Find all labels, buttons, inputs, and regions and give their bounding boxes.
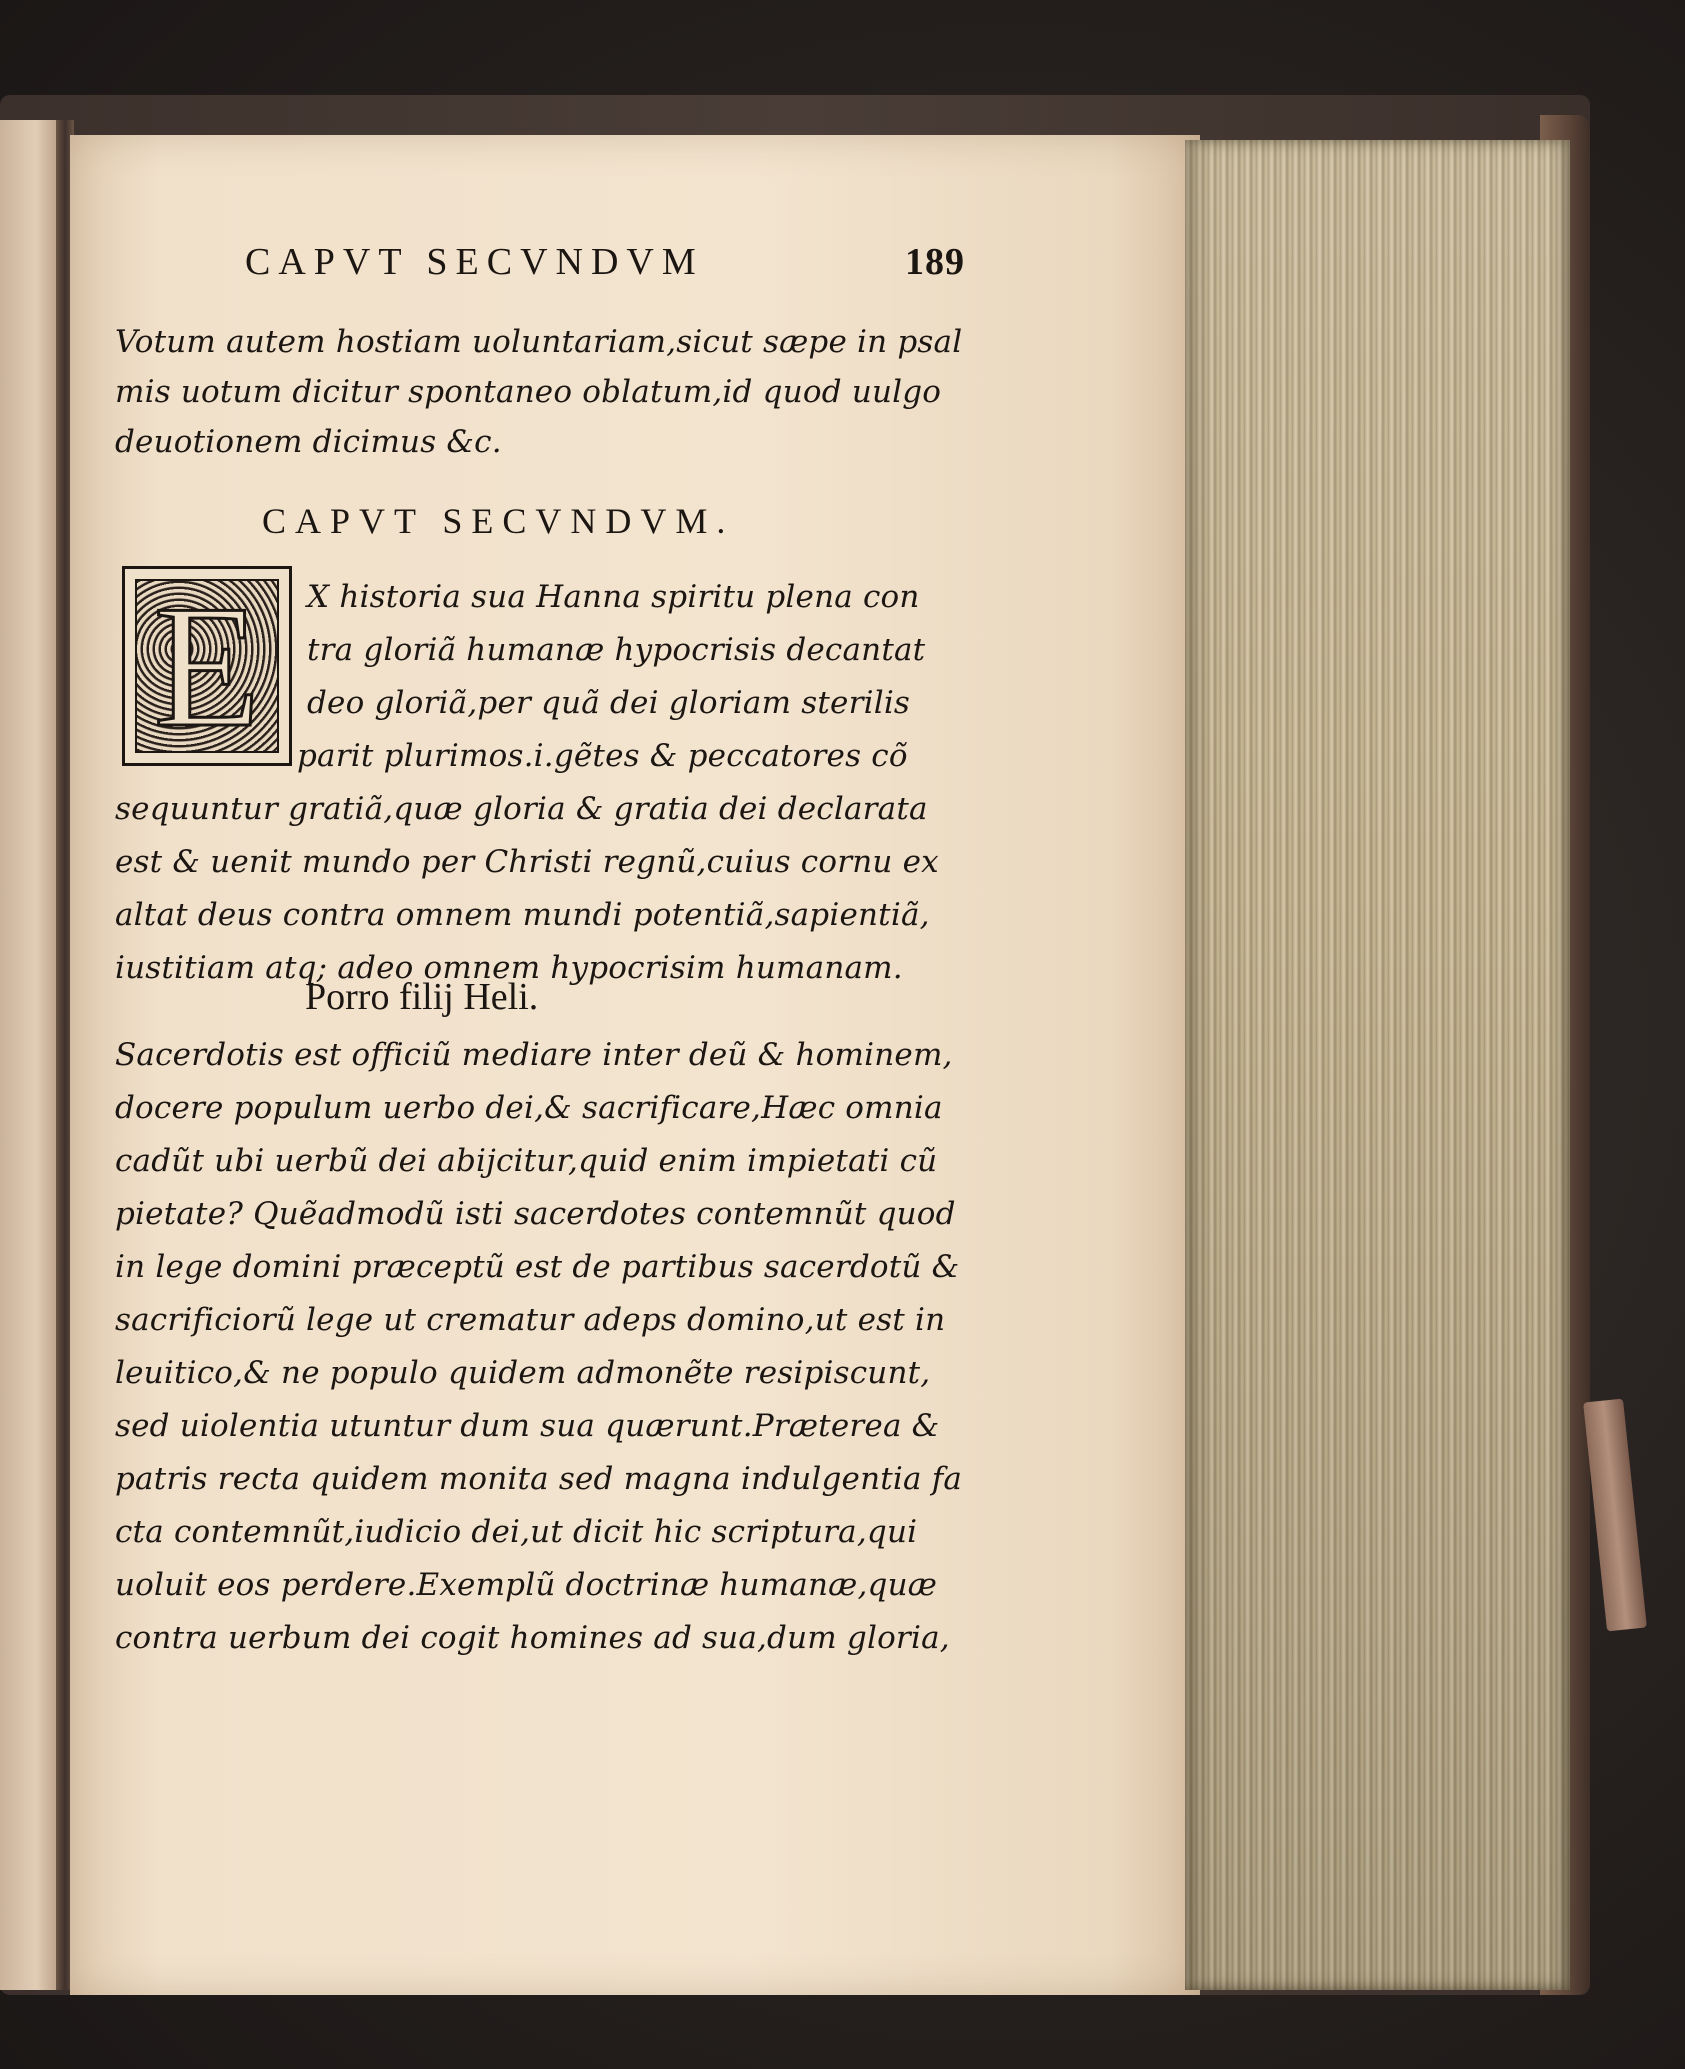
section-line-9: patris recta quidem monita sed magna indulgentia fa [115, 1461, 963, 1497]
section-line-8: sed uiolentia utuntur dum sua quærunt.Præterea & [115, 1408, 940, 1444]
intro-line-2: mis uotum dicitur spontaneo oblatum,id quod uulgo [115, 374, 942, 410]
chapter-heading: CAPVT SECVNDVM. [262, 501, 735, 541]
section-heading: Porro filij Heli. [305, 976, 539, 1018]
chapter-line-8: iustitiam atq; adeo omnem hypocrisim humanam. [115, 950, 903, 986]
section-line-11: uoluit eos perdere.Exemplũ doctrinæ humanæ,quæ [115, 1567, 938, 1603]
page-block-edges [1185, 140, 1570, 1990]
section-line-2: docere populum uerbo dei,& sacrificare,Hæc omnia [115, 1090, 943, 1126]
chapter-line-4: parit plurimos.i.gẽtes & peccatores cõ [297, 738, 908, 774]
section-line-1: Sacerdotis est officiũ mediare inter deũ & hominem, [115, 1037, 953, 1073]
section-line-4: pietate? Quẽadmodũ isti sacerdotes contemnũt quod [115, 1196, 956, 1232]
chapter-line-1: X historia sua Hanna spiritu plena con [307, 579, 920, 615]
running-head [245, 240, 965, 290]
section-line-5: in lege domini præceptũ est de partibus sacerdotũ & [115, 1249, 960, 1285]
section-line-12: contra uerbum dei cogit homines ad sua,dum gloria, [115, 1620, 950, 1656]
initial-letter: E [153, 568, 261, 763]
intro-line-1: Votum autem hostiam uoluntariam,sicut sæpe in psal [115, 324, 963, 360]
page-number: 189 [905, 241, 965, 283]
section-line-6: sacrificiorũ lege ut crematur adeps domino,ut est in [115, 1302, 946, 1338]
section-line-10: cta contemnũt,iudicio dei,ut dicit hic scriptura,qui [115, 1514, 918, 1550]
decorated-initial-e-icon [122, 566, 292, 766]
left-page-edge [0, 120, 62, 1990]
running-head-title: CAPVT SECVNDVM [245, 241, 704, 283]
chapter-line-3: deo gloriã,per quã dei gloriam sterilis [307, 685, 911, 721]
chapter-line-5: sequuntur gratiã,quæ gloria & gratia dei declarata [115, 791, 928, 827]
chapter-line-7: altat deus contra omnem mundi potentiã,sapientiã, [115, 897, 930, 933]
section-line-7: leuitico,& ne populo quidem admonẽte resipiscunt, [115, 1355, 931, 1391]
chapter-line-2: tra gloriã humanæ hypocrisis decantat [307, 632, 926, 668]
intro-line-3: deuotionem dicimus &c. [115, 424, 502, 460]
section-line-3: cadũt ubi uerbũ dei abijcitur,quid enim impietati cũ [115, 1143, 938, 1179]
chapter-line-6: est & uenit mundo per Christi regnũ,cuius cornu ex [115, 844, 939, 880]
